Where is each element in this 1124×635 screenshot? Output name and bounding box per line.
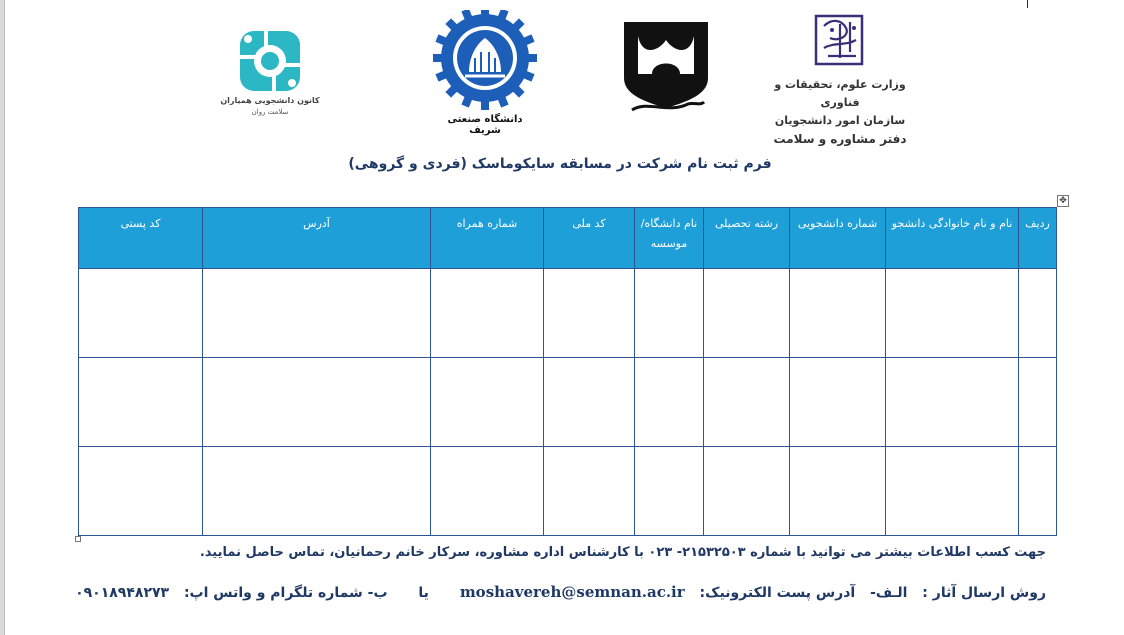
table-header-row (79, 208, 1057, 269)
table-row (79, 447, 1057, 536)
header-mobile-number: شماره همراه (431, 208, 544, 269)
msrt-line-office: دفتر مشاوره و سلامت (773, 132, 907, 146)
table-cell[interactable] (790, 269, 886, 358)
table-cell[interactable] (790, 358, 886, 447)
hamyaran-subcaption: سلامت روان (251, 108, 289, 116)
table-cell[interactable] (431, 269, 544, 358)
table-cell[interactable] (704, 447, 790, 536)
header-postal-code: کد پستی (79, 208, 203, 269)
table-cell[interactable] (203, 447, 431, 536)
table-cell[interactable] (203, 269, 431, 358)
table-cell[interactable] (704, 358, 790, 447)
table-cell[interactable] (790, 447, 886, 536)
sharif-university-logo (430, 10, 540, 136)
table-cell[interactable] (544, 269, 635, 358)
header-national-id: کد ملی (544, 208, 635, 269)
header-university: نام دانشگاه/ موسسه (635, 208, 704, 269)
table-cell[interactable] (1019, 358, 1057, 447)
table-cell[interactable] (635, 447, 704, 536)
msrt-line-ministry: وزارت علوم، تحقیقات و فناوری (774, 78, 906, 109)
option-b-text: ب- شماره تلگرام و واتس اپ: (183, 585, 388, 601)
semnan-university-logo (618, 16, 714, 116)
table-cell[interactable] (79, 447, 203, 536)
email-address[interactable]: moshavereh@semnan.ac.ir (459, 583, 685, 601)
semnan-emblem-icon (618, 16, 714, 116)
sharif-caption: دانشگاه صنعتی شریف (447, 114, 523, 136)
table-cell[interactable] (886, 358, 1019, 447)
registration-table (78, 207, 1057, 536)
table-cell[interactable] (635, 269, 704, 358)
submission-label: روش ارسال آثار : (922, 585, 1046, 601)
table-cell[interactable] (704, 269, 790, 358)
form-title: فرم ثبت نام شرکت در مسابقه سایکوماسک (فردی و گروهی) (348, 156, 772, 172)
msrt-emblem-icon (812, 12, 868, 72)
text-cursor (1027, 0, 1028, 8)
hamyaran-caption: کانون دانشجویی همیاران (220, 96, 320, 105)
table-cell[interactable] (635, 358, 704, 447)
header-student-number: شماره دانشجویی (790, 208, 886, 269)
phone-number: ۰۹۰۱۸۹۴۸۲۷۳ (75, 585, 170, 601)
table-move-handle-icon[interactable]: ✥ (1057, 195, 1069, 207)
table-cell[interactable] (431, 358, 544, 447)
header-full-name: نام و نام خانوادگی دانشجو (886, 208, 1019, 269)
header-field-of-study: رشته تحصیلی (704, 208, 790, 269)
page-left-edge (0, 0, 5, 635)
or-text: یا (418, 585, 429, 601)
table-cell[interactable] (79, 269, 203, 358)
table-cell[interactable] (431, 447, 544, 536)
msrt-logo (770, 12, 910, 146)
hamyaran-emblem-icon (220, 28, 320, 94)
hamyaran-logo (220, 28, 320, 124)
table-cell[interactable] (886, 447, 1019, 536)
msrt-line-organization: سازمان امور دانشجویان (774, 114, 906, 127)
option-a-text: آدرس پست الکترونیک: (699, 585, 856, 601)
table-row (79, 269, 1057, 358)
header-address: آدرس (203, 208, 431, 269)
table-cell[interactable] (1019, 269, 1057, 358)
option-a-marker: الـف- (870, 585, 908, 601)
table-resize-handle[interactable] (75, 536, 81, 542)
submission-method-line (75, 583, 1046, 601)
table-cell[interactable] (544, 358, 635, 447)
table-cell[interactable] (544, 447, 635, 536)
header-row-number: ردیف (1019, 208, 1057, 269)
table-cell[interactable] (79, 358, 203, 447)
sharif-emblem-icon (430, 10, 540, 110)
table-cell[interactable] (203, 358, 431, 447)
table-cell[interactable] (1019, 447, 1057, 536)
table-cell[interactable] (886, 269, 1019, 358)
contact-info-text: جهت کسب اطلاعات بیشتر می توانید با شماره ۲۱۵۳۲۵۰۳- ۰۲۳ با کارشناس اداره مشاوره، سرکار خانم رحمانیان، تماس حاصل نمایید. (199, 545, 1046, 560)
table-row (79, 358, 1057, 447)
